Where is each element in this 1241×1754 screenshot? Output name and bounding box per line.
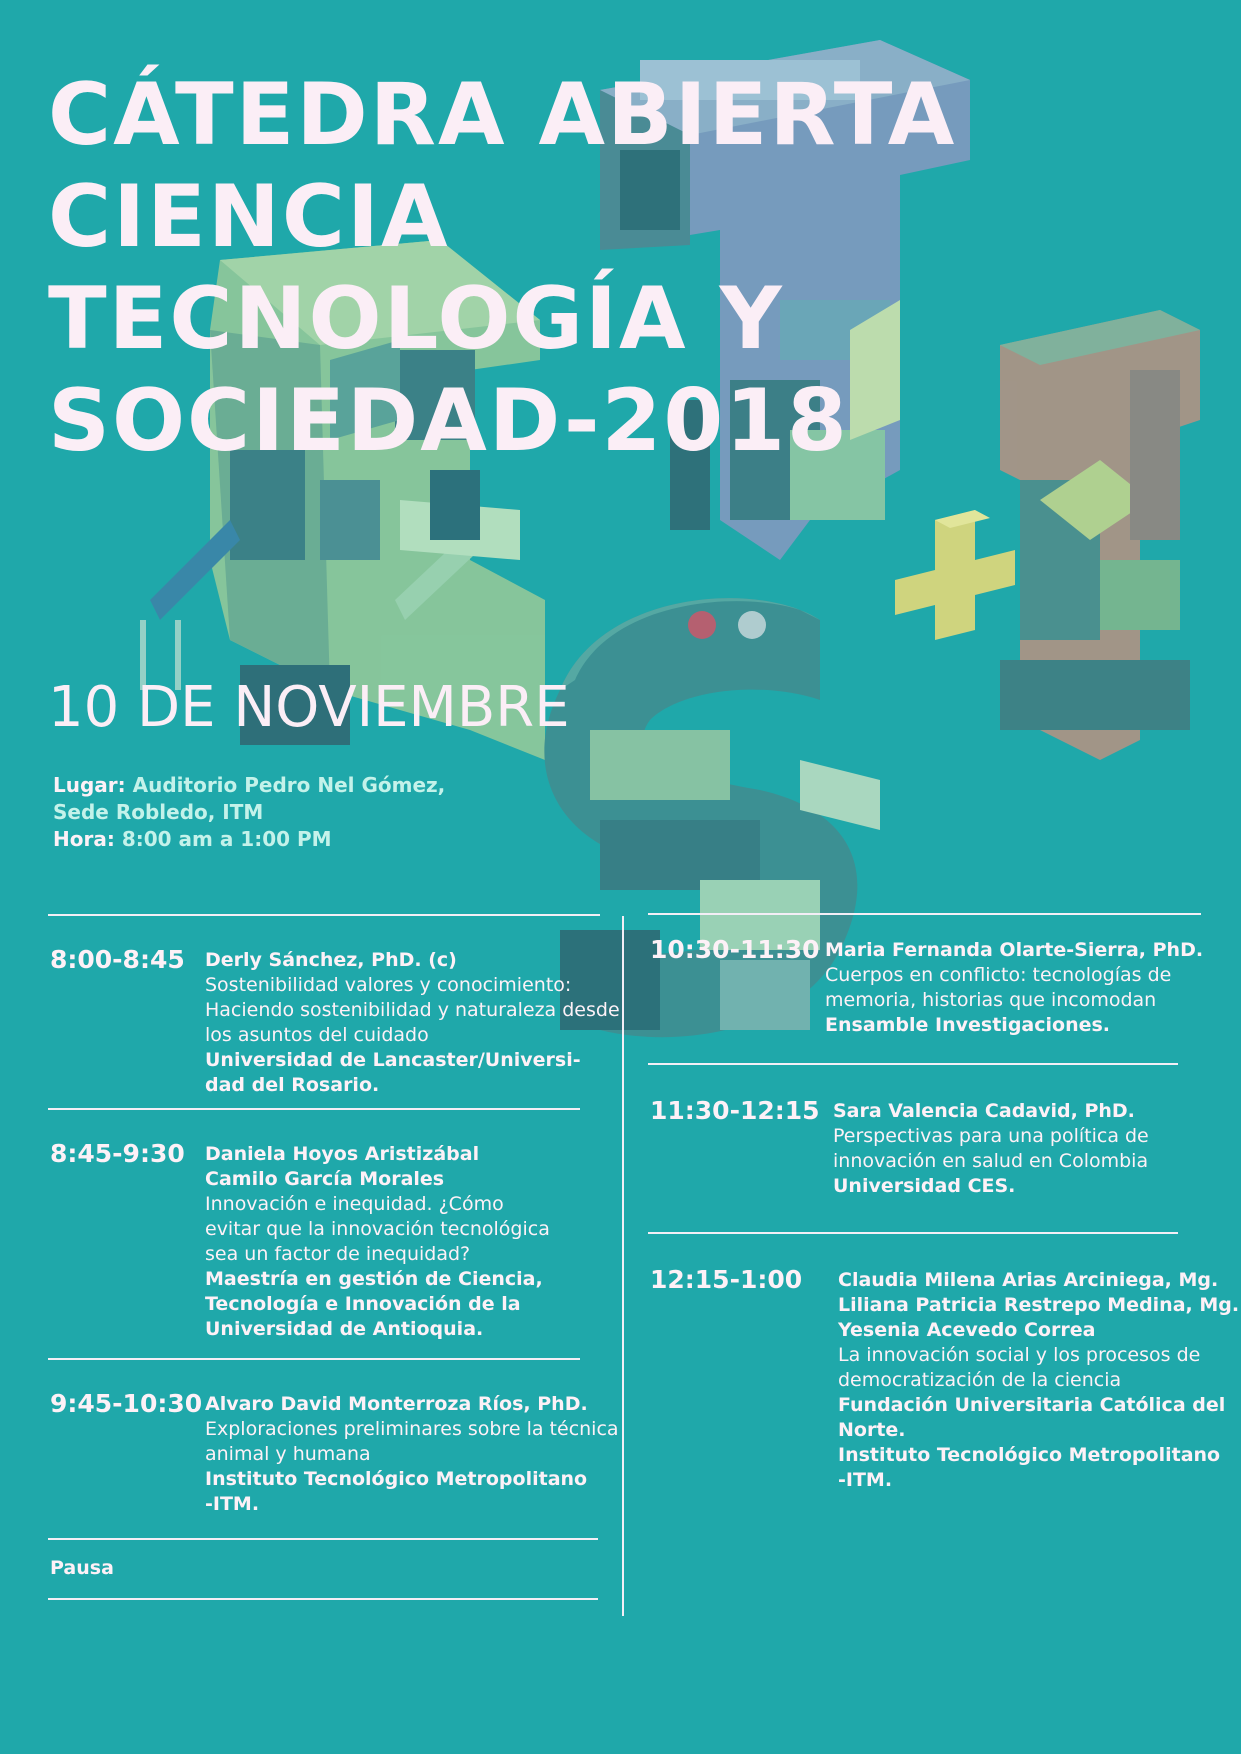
institution: Universidad CES. bbox=[833, 1175, 1016, 1197]
divider-left-4 bbox=[48, 1598, 598, 1600]
title-line-3: TECNOLOGÍA Y bbox=[48, 269, 784, 369]
slot-time: 9:45-10:30 bbox=[50, 1389, 203, 1418]
talk-title: Sostenibilidad valores y conocimiento: bbox=[205, 974, 572, 996]
t-building-right bbox=[1000, 310, 1200, 760]
divider-left-3 bbox=[48, 1538, 598, 1540]
talk-title: La innovación social y los procesos de bbox=[838, 1344, 1201, 1366]
venue-info bbox=[53, 772, 445, 853]
divider-left-2 bbox=[48, 1358, 580, 1360]
divider-right-2 bbox=[648, 1232, 1178, 1234]
venue-line-3 bbox=[53, 826, 445, 853]
divider-left-top bbox=[48, 914, 600, 916]
slot-body bbox=[205, 948, 620, 1098]
title-line-1: CÁTEDRA ABIERTA bbox=[48, 65, 957, 165]
talk-title: democratización de la ciencia bbox=[838, 1369, 1122, 1391]
talk-title: sea un factor de inequidad? bbox=[205, 1243, 471, 1265]
talk-title: innovación en salud en Colombia bbox=[833, 1150, 1149, 1172]
institution: Fundación Universitaria Católica del bbox=[838, 1394, 1226, 1416]
speaker-name: Daniela Hoyos Aristizábal bbox=[205, 1143, 480, 1165]
talk-title: evitar que la innovación tecnológica bbox=[205, 1218, 550, 1240]
plus-sign bbox=[895, 510, 1015, 640]
speaker-name: Liliana Patricia Restrepo Medina, Mg. bbox=[838, 1294, 1240, 1316]
title-line-2: CIENCIA bbox=[48, 167, 450, 267]
institution: Universidad de Lancaster/Universi- bbox=[205, 1049, 581, 1071]
speaker-name: Yesenia Acevedo Correa bbox=[838, 1319, 1096, 1341]
divider-left-1 bbox=[48, 1108, 580, 1110]
slot-body bbox=[205, 1142, 550, 1342]
talk-title: Cuerpos en conflicto: tecnologías de bbox=[825, 964, 1172, 986]
talk-title: Haciendo sostenibilidad y naturaleza desde bbox=[205, 999, 620, 1021]
talk-title: Exploraciones preliminares sobre la técnica bbox=[205, 1418, 619, 1440]
divider-right-top bbox=[648, 913, 1201, 915]
institution: dad del Rosario. bbox=[205, 1074, 380, 1096]
lugar-label: Lugar: bbox=[53, 773, 126, 797]
lugar-value: Auditorio Pedro Nel Gómez, bbox=[132, 773, 446, 797]
institution: Instituto Tecnológico Metropolitano bbox=[838, 1444, 1221, 1466]
institution: Maestría en gestión de Ciencia, bbox=[205, 1268, 543, 1290]
slot-time: 8:00-8:45 bbox=[50, 945, 185, 974]
institution: Instituto Tecnológico Metropolitano bbox=[205, 1468, 588, 1490]
slot-time: 11:30-12:15 bbox=[650, 1096, 820, 1125]
institution: -ITM. bbox=[838, 1469, 893, 1491]
talk-title: Innovación e inequidad. ¿Cómo bbox=[205, 1193, 504, 1215]
venue-line-2: Sede Robledo, ITM bbox=[53, 800, 264, 824]
talk-title: animal y humana bbox=[205, 1443, 371, 1465]
speaker-name: Derly Sánchez, PhD. (c) bbox=[205, 949, 457, 971]
slot-body bbox=[205, 1392, 619, 1517]
slot-time: 8:45-9:30 bbox=[50, 1139, 185, 1168]
institution: Tecnología e Innovación de la bbox=[205, 1293, 521, 1315]
speaker-name: Claudia Milena Arias Arciniega, Mg. bbox=[838, 1269, 1219, 1291]
speaker-name: Sara Valencia Cadavid, PhD. bbox=[833, 1100, 1135, 1122]
institution: Universidad de Antioquia. bbox=[205, 1318, 484, 1340]
institution: -ITM. bbox=[205, 1493, 260, 1515]
slot-time: 12:15-1:00 bbox=[650, 1265, 803, 1294]
hora-label: Hora: bbox=[53, 827, 115, 851]
slot-body bbox=[833, 1099, 1149, 1199]
speaker-name: Maria Fernanda Olarte-Sierra, PhD. bbox=[825, 939, 1204, 961]
slot-body bbox=[838, 1268, 1239, 1493]
institution: Norte. bbox=[838, 1419, 906, 1441]
pause-label: Pausa bbox=[50, 1557, 114, 1579]
event-title bbox=[48, 64, 956, 472]
column-divider bbox=[622, 916, 624, 1616]
slot-body bbox=[825, 938, 1203, 1038]
slot-time: 10:30-11:30 bbox=[650, 935, 820, 964]
speaker-name: Alvaro David Monterroza Ríos, PhD. bbox=[205, 1393, 588, 1415]
speaker-name: Camilo García Morales bbox=[205, 1168, 445, 1190]
divider-right-1 bbox=[648, 1063, 1178, 1065]
hora-value: 8:00 am a 1:00 PM bbox=[121, 827, 332, 851]
institution: Ensamble Investigaciones. bbox=[825, 1014, 1111, 1036]
venue-line-1 bbox=[53, 772, 445, 799]
talk-title: Perspectivas para una política de bbox=[833, 1125, 1149, 1147]
talk-title: memoria, historias que incomodan bbox=[825, 989, 1157, 1011]
event-date: 10 DE NOVIEMBRE bbox=[48, 675, 570, 740]
talk-title: los asuntos del cuidado bbox=[205, 1024, 429, 1046]
title-line-4: SOCIEDAD-2018 bbox=[48, 371, 849, 471]
